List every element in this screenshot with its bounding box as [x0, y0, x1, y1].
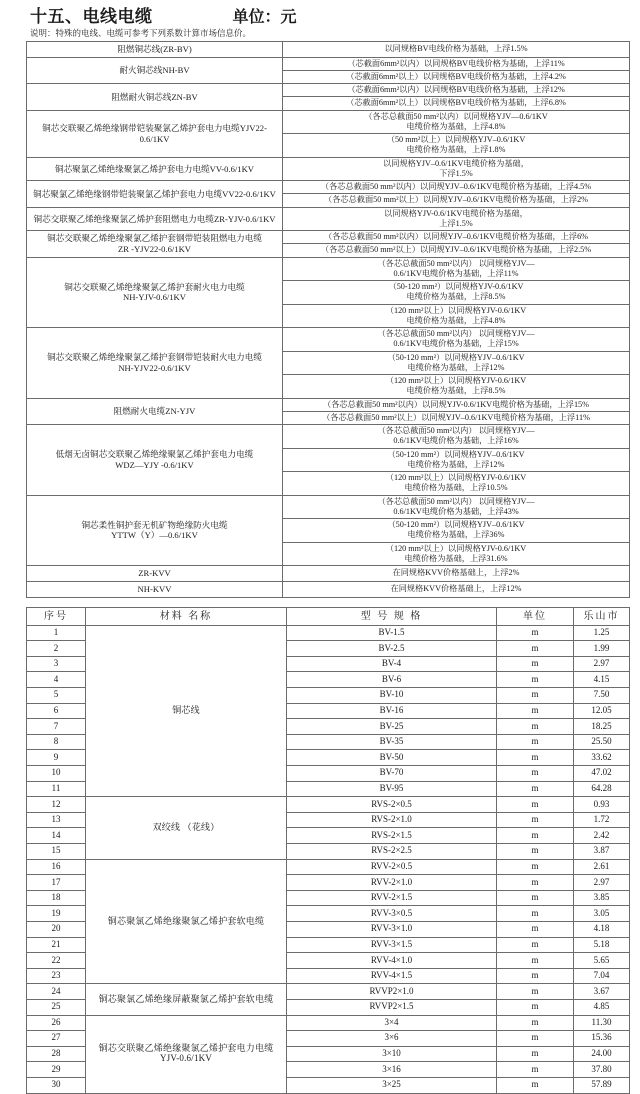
cell-no: 23 — [27, 968, 86, 984]
cell-no: 29 — [27, 1062, 86, 1078]
coefficient-rule: （各芯总截面50 mm²以上）以同规YJV–0.6/1KV电缆价格为基础，上浮2.5% — [283, 244, 630, 257]
column-header-city: 乐山市 — [574, 607, 630, 625]
coefficient-rule: （各芯总截面50 mm²以内） 以同规格YJV— 0.6/1KV电缆价格为基础，上浮15% — [283, 328, 630, 352]
cell-unit: m — [497, 766, 574, 782]
cell-no: 9 — [27, 750, 86, 766]
cell-no: 27 — [27, 1031, 86, 1047]
cell-price: 2.42 — [574, 828, 630, 844]
table-row — [27, 984, 630, 1000]
coefficient-rule: （各芯总截面50 mm²以内）以同规YJV–0.6/1KV电缆价格为基础，上浮6% — [283, 231, 630, 244]
cell-no: 28 — [27, 1046, 86, 1062]
cell-material-name: 铜芯交联聚乙烯绝缘聚氯乙烯护套电力电缆 YJV-0.6/1KV — [86, 1015, 287, 1093]
coefficient-rule: （120 mm²以上）以同规格YJV-0.6/1KV 电缆价格为基础，上浮4.8% — [283, 304, 630, 328]
cell-unit: m — [497, 1046, 574, 1062]
cell-spec: RVS-2×1.5 — [287, 828, 497, 844]
coefficient-rule: （各芯总截面50 mm²以内）以同规YJV–0.6/1KV电缆价格为基础，上浮4.5% — [283, 181, 630, 194]
cell-no: 1 — [27, 625, 86, 641]
coefficient-rule: （各芯总截面50 mm²以内）以同规YJV-0.6/1KV电缆价格为基础，上浮15% — [283, 398, 630, 411]
cable-type-name: 阻燃耐火电缆ZN-YJV — [27, 398, 283, 425]
price-table — [26, 607, 630, 1094]
cell-no: 7 — [27, 719, 86, 735]
cell-no: 5 — [27, 688, 86, 704]
cell-price: 47.02 — [574, 766, 630, 782]
cell-no: 16 — [27, 859, 86, 875]
cell-spec: RVV-2×1.5 — [287, 890, 497, 906]
cell-no: 21 — [27, 937, 86, 953]
coefficient-row — [27, 495, 630, 519]
cell-unit: m — [497, 1062, 574, 1078]
cell-no: 14 — [27, 828, 86, 844]
cell-price: 15.36 — [574, 1031, 630, 1047]
coefficient-rule: （各芯总截面50 mm²以内） 以同规格YJV— 0.6/1KV电缆价格为基础，上浮43% — [283, 495, 630, 519]
cell-spec: RVS-2×1.0 — [287, 812, 497, 828]
cell-unit: m — [497, 937, 574, 953]
cell-price: 24.00 — [574, 1046, 630, 1062]
cell-price: 1.72 — [574, 812, 630, 828]
cell-unit: m — [497, 797, 574, 813]
cell-no: 12 — [27, 797, 86, 813]
unit-note: 单位：元 — [232, 9, 297, 26]
cell-material-name: 铜芯聚氯乙烯绝缘屏蔽聚氯乙烯护套软电缆 — [86, 984, 287, 1015]
coefficient-rule: （50 mm²以上）以同规格YJV–0.6/1KV 电缆价格为基础，上浮1.8% — [283, 134, 630, 158]
cell-unit: m — [497, 906, 574, 922]
cell-unit: m — [497, 999, 574, 1015]
cell-spec: BV-50 — [287, 750, 497, 766]
cell-price: 3.67 — [574, 984, 630, 1000]
cell-price: 5.18 — [574, 937, 630, 953]
cell-no: 6 — [27, 703, 86, 719]
coefficient-rule: （120 mm²以上）以同规格YJV-0.6/1KV 电缆价格为基础，上浮31.6% — [283, 542, 630, 566]
cell-spec: BV-25 — [287, 719, 497, 735]
cell-unit: m — [497, 1015, 574, 1031]
cell-price: 3.85 — [574, 890, 630, 906]
cell-unit: m — [497, 1077, 574, 1093]
cell-spec: RVV-2×1.0 — [287, 875, 497, 891]
cell-price: 7.50 — [574, 688, 630, 704]
cell-no: 22 — [27, 953, 86, 969]
cell-unit: m — [497, 734, 574, 750]
column-header-unit: 单位 — [497, 607, 574, 625]
coefficient-row — [27, 425, 630, 449]
cell-no: 3 — [27, 656, 86, 672]
cell-spec: RVVP2×1.0 — [287, 984, 497, 1000]
cell-spec: RVS-2×0.5 — [287, 797, 497, 813]
cell-spec: RVV-4×1.5 — [287, 968, 497, 984]
cell-unit: m — [497, 719, 574, 735]
cable-type-name: 铜芯柔性铜护套无机矿物绝缘防火电缆 YTTW（Y）—0.6/1KV — [27, 495, 283, 566]
cell-spec: BV-35 — [287, 734, 497, 750]
cell-no: 11 — [27, 781, 86, 797]
cable-type-name: 阻燃耐火铜芯线ZN-BV — [27, 84, 283, 111]
cell-material-name: 双绞线 （花线） — [86, 797, 287, 859]
page-title: 十五、电线电缆 — [30, 7, 153, 26]
cell-no: 19 — [27, 906, 86, 922]
cell-price: 37.80 — [574, 1062, 630, 1078]
coefficient-rule: 以同规格BV电线价格为基础，上浮1.5% — [283, 42, 630, 58]
cell-unit: m — [497, 968, 574, 984]
cell-spec: BV-6 — [287, 672, 497, 688]
cable-type-name: ZR-KVV — [27, 566, 283, 582]
cable-type-name: 铜芯交联聚乙烯绝缘聚氯乙烯护套钢带铠装耐火电力电缆 NH-YJV22-0.6/1KV — [27, 328, 283, 399]
cell-no: 26 — [27, 1015, 86, 1031]
coefficient-rule: （芯截面6mm²以内）以同规格BV电线价格为基础，上浮11% — [283, 57, 630, 70]
cell-no: 25 — [27, 999, 86, 1015]
cell-price: 3.87 — [574, 844, 630, 860]
cell-price: 4.15 — [574, 672, 630, 688]
coefficient-row — [27, 57, 630, 70]
coefficient-row — [27, 566, 630, 582]
cell-price: 25.50 — [574, 734, 630, 750]
cell-price: 1.99 — [574, 641, 630, 657]
cell-no: 2 — [27, 641, 86, 657]
coefficient-rule: 在同规格KVV价格基础上，上浮2% — [283, 566, 630, 582]
cable-type-name: 铜芯聚氯乙烯绝缘钢带铠装聚氯乙烯护套电力电缆VV22-0.6/1KV — [27, 181, 283, 208]
coefficient-rule: （各芯总截面50 mm²以上）以同规YJV–0.6/1KV电缆价格为基础，上浮11% — [283, 411, 630, 424]
cell-price: 7.04 — [574, 968, 630, 984]
cell-price: 3.05 — [574, 906, 630, 922]
coefficient-rule: （120 mm²以上）以同规格YJV-0.6/1KV 电缆价格为基础，上浮10.5% — [283, 472, 630, 496]
cable-type-name: 铜芯交联聚乙烯绝缘聚氯乙烯护套钢带铠装阻燃电力电缆 ZR -YJV22-0.6/1KV — [27, 231, 283, 258]
cell-spec: 3×16 — [287, 1062, 497, 1078]
cell-price: 2.97 — [574, 875, 630, 891]
cell-unit: m — [497, 828, 574, 844]
cell-unit: m — [497, 641, 574, 657]
cell-price: 57.89 — [574, 1077, 630, 1093]
coefficient-row — [27, 257, 630, 281]
cell-spec: BV-16 — [287, 703, 497, 719]
cell-unit: m — [497, 859, 574, 875]
cell-price: 4.85 — [574, 999, 630, 1015]
cell-material-name: 铜芯线 — [86, 625, 287, 797]
cell-unit: m — [497, 812, 574, 828]
cell-spec: BV-1.5 — [287, 625, 497, 641]
coefficient-rule: （芯截面6mm²以内）以同规格BV电线价格为基础，上浮12% — [283, 84, 630, 97]
cell-price: 1.25 — [574, 625, 630, 641]
cable-type-name: 低烟无卤铜芯交联聚乙烯绝缘聚氯乙烯护套电力电缆 WDZ—YJY -0.6/1KV — [27, 425, 283, 496]
cell-spec: 3×10 — [287, 1046, 497, 1062]
cell-spec: RVV-3×1.0 — [287, 921, 497, 937]
explanation-note: 说明：特殊的电线、电缆可参考下列系数计算市场信息价。 — [30, 28, 252, 38]
table-row — [27, 797, 630, 813]
coefficient-row — [27, 207, 630, 231]
table-row — [27, 625, 630, 641]
cell-unit: m — [497, 703, 574, 719]
price-table-wrap — [26, 607, 632, 1094]
cell-price: 2.61 — [574, 859, 630, 875]
cable-type-name: NH-KVV — [27, 581, 283, 597]
cell-unit: m — [497, 890, 574, 906]
cable-type-name: 耐火铜芯线NH-BV — [27, 57, 283, 84]
document-header — [8, 0, 632, 26]
cell-unit: m — [497, 688, 574, 704]
cell-spec: 3×25 — [287, 1077, 497, 1093]
cell-spec: BV-95 — [287, 781, 497, 797]
cell-unit: m — [497, 984, 574, 1000]
coefficient-rule: （120 mm²以上）以同规格YJV-0.6/1KV 电缆价格为基础，上浮8.5% — [283, 375, 630, 399]
cell-spec: RVV-4×1.0 — [287, 953, 497, 969]
coefficient-row — [27, 231, 630, 244]
table-row — [27, 1015, 630, 1031]
cell-price: 64.28 — [574, 781, 630, 797]
cell-spec: 3×4 — [287, 1015, 497, 1031]
cell-spec: 3×6 — [287, 1031, 497, 1047]
coefficient-rule: 以同规格YJV-0.6/1KV电缆价格为基础， 上浮1.5% — [283, 207, 630, 231]
cable-type-name: 铜芯聚氯乙烯绝缘聚氯乙烯护套电力电缆VV-0.6/1KV — [27, 157, 283, 181]
cell-spec: RVV-3×0.5 — [287, 906, 497, 922]
cell-price: 5.65 — [574, 953, 630, 969]
coefficient-rule: 以同规格YJV–0.6/1KV电缆价格为基础， 下浮1.5% — [283, 157, 630, 181]
cell-unit: m — [497, 1031, 574, 1047]
cell-unit: m — [497, 781, 574, 797]
cell-no: 10 — [27, 766, 86, 782]
coefficient-rule: （各芯总截面50 mm²以内）以同规格YJV—0.6/1KV 电缆价格为基础，上浮4.8% — [283, 110, 630, 134]
cell-no: 13 — [27, 812, 86, 828]
cell-no: 8 — [27, 734, 86, 750]
cell-price: 18.25 — [574, 719, 630, 735]
price-table-header-row — [27, 607, 630, 625]
cell-no: 15 — [27, 844, 86, 860]
cell-spec: BV-70 — [287, 766, 497, 782]
cell-price: 2.97 — [574, 656, 630, 672]
cell-unit: m — [497, 625, 574, 641]
coefficient-rule: （50-120 mm²）以同规格YJV–0.6/1KV 电缆价格为基础，上浮36% — [283, 519, 630, 543]
coefficient-rule: （各芯总截面50 mm²以上）以同规YJV–0.6/1KV电缆价格为基础，上浮2% — [283, 194, 630, 207]
cell-no: 4 — [27, 672, 86, 688]
cell-unit: m — [497, 921, 574, 937]
coefficient-rule: （50-120 mm²）以同规格YJV-0.6/1KV 电缆价格为基础，上浮8.5% — [283, 281, 630, 305]
cell-spec: RVVP2×1.5 — [287, 999, 497, 1015]
cell-spec: BV-4 — [287, 656, 497, 672]
cell-spec: BV-10 — [287, 688, 497, 704]
cell-no: 17 — [27, 875, 86, 891]
cell-spec: BV-2.5 — [287, 641, 497, 657]
coefficient-row — [27, 157, 630, 181]
cell-unit: m — [497, 672, 574, 688]
coefficient-row — [27, 181, 630, 194]
cell-no: 18 — [27, 890, 86, 906]
coefficient-rule: 在同规格KVV价格基础上，上浮12% — [283, 581, 630, 597]
cell-unit: m — [497, 953, 574, 969]
coefficient-row — [27, 42, 630, 58]
coefficient-rule: （芯截面6mm²以上）以同规格BV电线价格为基础，上浮6.8% — [283, 97, 630, 110]
cell-no: 20 — [27, 921, 86, 937]
column-header-no: 序号 — [27, 607, 86, 625]
coefficient-row — [27, 328, 630, 352]
coefficient-rule: （各芯总截面50 mm²以内） 以同规格YJV— 0.6/1KV电缆价格为基础，上浮11% — [283, 257, 630, 281]
coefficient-row — [27, 398, 630, 411]
cell-unit: m — [497, 844, 574, 860]
coefficient-table — [26, 41, 630, 598]
cell-price: 33.62 — [574, 750, 630, 766]
cable-type-name: 铜芯交联聚乙烯绝缘聚氯乙烯护套阻燃电力电缆ZR-YJV-0.6/1KV — [27, 207, 283, 231]
column-header-name: 材料 名称 — [86, 607, 287, 625]
cell-spec: RVV-3×1.5 — [287, 937, 497, 953]
cell-unit: m — [497, 875, 574, 891]
cell-price: 4.18 — [574, 921, 630, 937]
cell-spec: RVS-2×2.5 — [287, 844, 497, 860]
cell-unit: m — [497, 750, 574, 766]
cell-price: 0.93 — [574, 797, 630, 813]
cell-no: 24 — [27, 984, 86, 1000]
cell-material-name: 铜芯聚氯乙烯绝缘聚氯乙烯护套软电缆 — [86, 859, 287, 984]
coefficient-rule: （50-120 mm²）以同规格YJV–0.6/1KV 电缆价格为基础，上浮12% — [283, 448, 630, 472]
cell-price: 12.05 — [574, 703, 630, 719]
coefficient-rule: （芯截面6mm²以上）以同规格BV电线价格为基础，上浮4.2% — [283, 70, 630, 83]
cell-price: 11.30 — [574, 1015, 630, 1031]
coefficient-rule: （各芯总截面50 mm²以内） 以同规格YJV— 0.6/1KV电缆价格为基础，上浮16% — [283, 425, 630, 449]
cable-type-name: 铜芯交联聚乙烯绝缘聚氯乙烯护套耐火电力电缆 NH-YJV-0.6/1KV — [27, 257, 283, 328]
coefficient-rule: （50-120 mm²）以同规格YJV–0.6/1KV 电缆价格为基础，上浮12% — [283, 351, 630, 375]
cell-spec: RVV-2×0.5 — [287, 859, 497, 875]
coefficient-row — [27, 581, 630, 597]
coefficient-row — [27, 110, 630, 134]
column-header-spec: 型 号 规 格 — [287, 607, 497, 625]
cell-no: 30 — [27, 1077, 86, 1093]
cell-unit: m — [497, 656, 574, 672]
table-row — [27, 859, 630, 875]
cable-type-name: 铜芯交联聚乙烯绝缘钢带铠装聚氯乙烯护套电力电缆YJV22-0.6/1KV — [27, 110, 283, 157]
cable-type-name: 阻燃铜芯线(ZR-BV) — [27, 42, 283, 58]
coefficient-row — [27, 84, 630, 97]
